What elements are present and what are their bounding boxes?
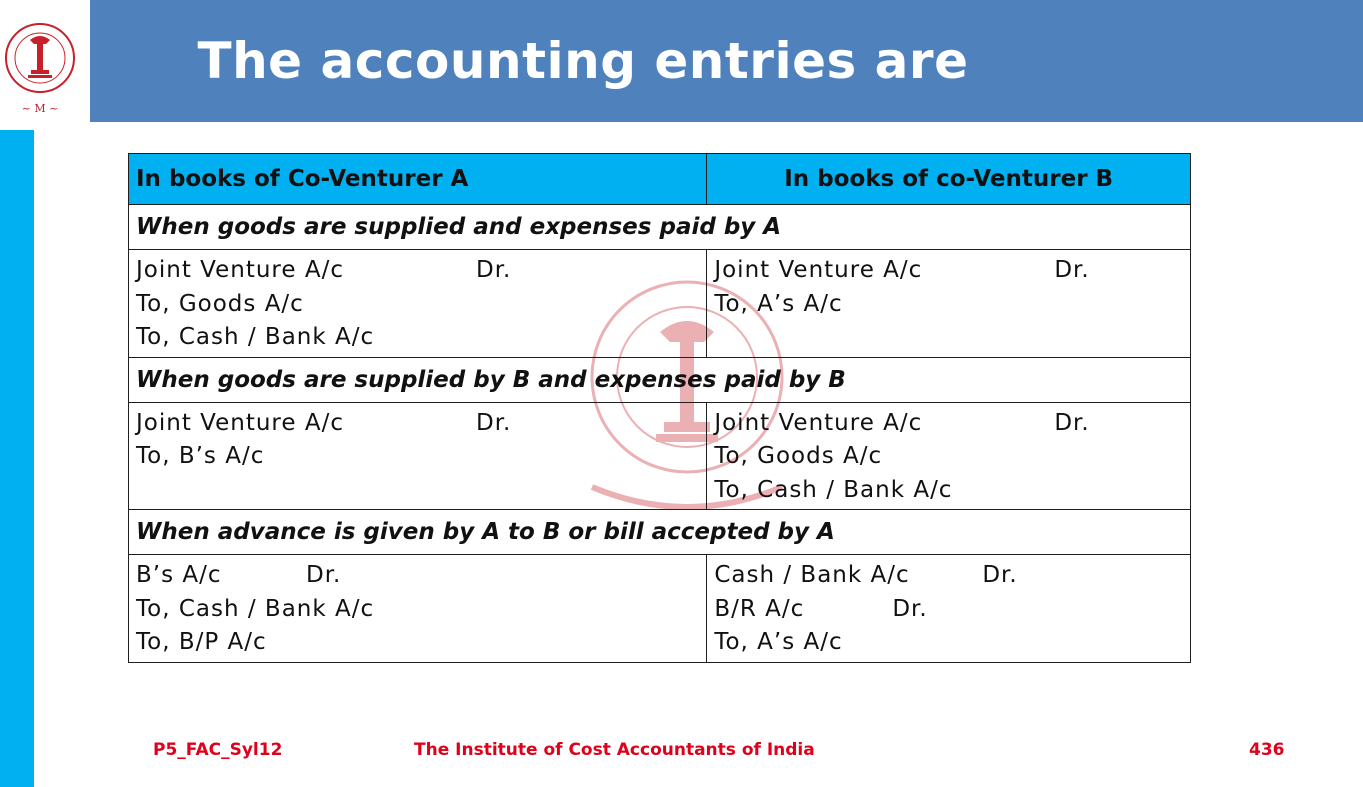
entry-cell-b <box>707 555 1191 663</box>
section-heading: When goods are supplied and expenses paid by A <box>129 205 1191 250</box>
footer-code: P5_FAC_Syl12 <box>153 740 283 760</box>
entry-cell-a <box>129 555 707 663</box>
debit-marker: Dr. <box>892 595 928 622</box>
debit-marker: Dr. <box>1054 409 1090 436</box>
debit-marker: Dr. <box>982 562 1018 588</box>
header-co-venturer-b: In books of co-Venturer B <box>707 154 1191 205</box>
entry-line: To, Goods A/c <box>714 443 883 469</box>
entry-line: To, Cash / Bank A/c <box>136 595 375 622</box>
entry-line: To, Cash / Bank A/c <box>136 324 375 350</box>
table-row <box>129 402 1191 510</box>
table-row <box>129 555 1191 663</box>
table-row <box>129 250 1191 358</box>
institute-logo <box>0 0 88 122</box>
debit-marker: Dr. <box>476 257 512 283</box>
entry-cell-a <box>129 402 707 510</box>
entry-line: To, Cash / Bank A/c <box>714 476 953 503</box>
header-co-venturer-a: In books of Co-Venturer A <box>129 154 707 205</box>
table-header-row <box>129 154 1191 205</box>
entry-line: B’s A/c <box>136 562 222 588</box>
section-heading: When goods are supplied by B and expenses paid by B <box>129 357 1191 402</box>
entry-line: To, Goods A/c <box>136 290 304 317</box>
entry-line: To, A’s A/c <box>714 629 843 655</box>
entry-line: Joint Venture A/c <box>714 409 923 436</box>
entry-line: To, A’s A/c <box>714 290 843 317</box>
section-heading: When advance is given by A to B or bill accepted by A <box>129 510 1191 555</box>
page-number: 436 <box>1249 740 1285 760</box>
entry-line: Joint Venture A/c <box>136 257 344 283</box>
footer-institute: The Institute of Cost Accountants of India <box>414 740 815 760</box>
entry-line: Joint Venture A/c <box>136 409 344 436</box>
section-heading-row <box>129 510 1191 555</box>
entry-line: Joint Venture A/c <box>714 257 923 283</box>
slide-title: The accounting entries are <box>197 32 969 90</box>
svg-text:~ M ~: ~ M ~ <box>21 102 59 115</box>
left-accent-strip <box>0 130 34 787</box>
debit-marker: Dr. <box>1054 257 1090 283</box>
entry-line: B/R A/c <box>714 595 805 622</box>
entry-cell-b <box>707 250 1191 358</box>
debit-marker: Dr. <box>476 409 512 436</box>
accounting-entries-table <box>128 153 1191 663</box>
entry-cell-b <box>707 402 1191 510</box>
entry-line: Cash / Bank A/c <box>714 562 910 588</box>
entry-line: To, B/P A/c <box>136 629 267 655</box>
debit-marker: Dr. <box>306 562 342 588</box>
section-heading-row <box>129 357 1191 402</box>
section-heading-row <box>129 205 1191 250</box>
entry-line: To, B’s A/c <box>136 443 265 469</box>
entry-cell-a <box>129 250 707 358</box>
